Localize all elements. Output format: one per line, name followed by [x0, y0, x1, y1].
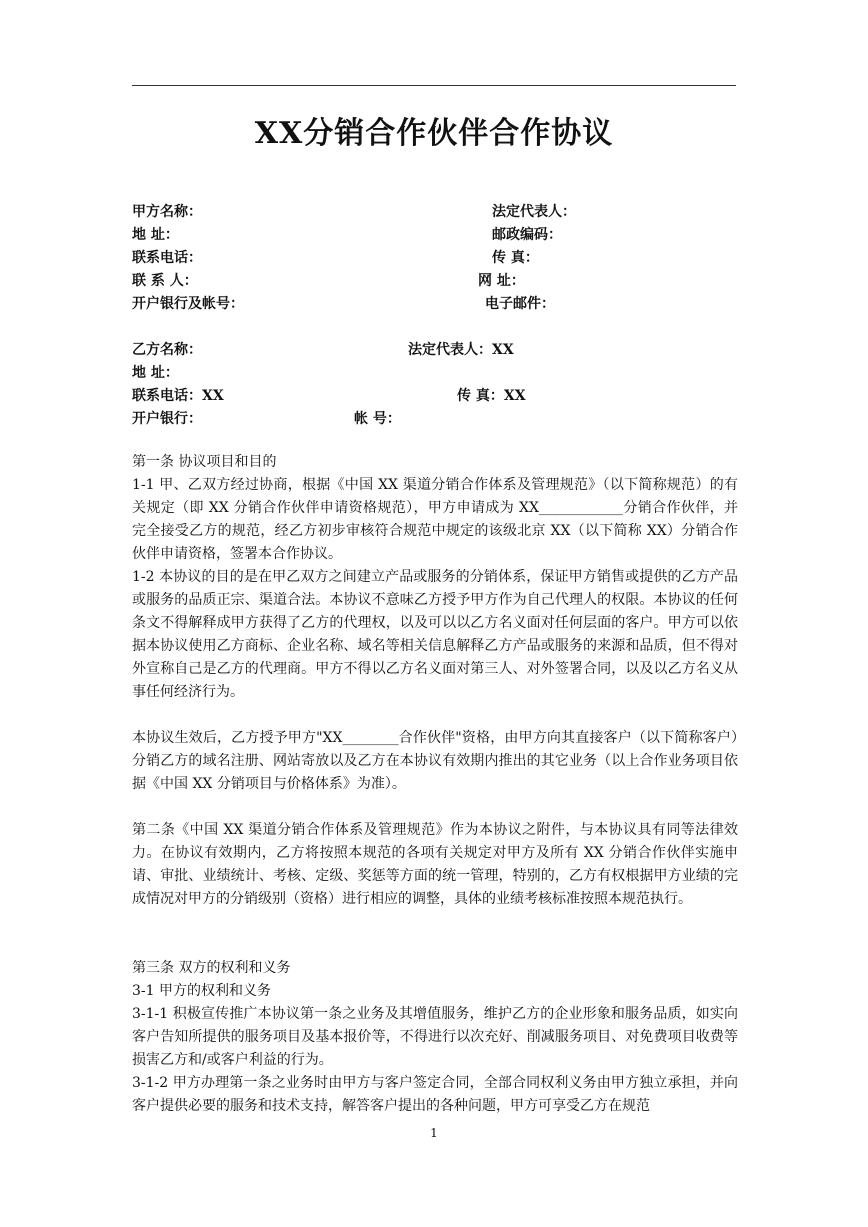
header-rule: [132, 85, 736, 86]
party-a-name-label: 甲方名称：: [132, 204, 202, 220]
party-a-website-label: 网 址：: [478, 273, 525, 289]
article-3-heading: 第三条 双方的权利和义务: [132, 960, 291, 976]
party-b-phone: 联系电话：XX: [132, 388, 224, 404]
clause-1-1: 1-1 甲、乙双方经过协商，根据《中国 XX 渠道分销合作体系及管理规范》（以下简称规范）的有关规定（即 XX 分销合作伙伴申请资格规范），甲方申请成为 XX____________分销合作伙伴，并完全接受乙方的规范，经乙方初步审核符合规范中规定的该级北京 XX（以下简称 XX）分销合作伙伴申请资格，签署本合作协议。: [132, 477, 738, 562]
party-a-address-label: 地 址：: [132, 227, 179, 243]
party-b-account-label: 帐 号：: [354, 411, 401, 427]
party-a-bank-label: 开户银行及帐号：: [132, 296, 244, 312]
party-a-fax-label: 传 真：: [492, 250, 539, 266]
clause-3-1-2: 3-1-2 甲方办理第一条之业务时由甲方与客户签定合同，全部合同权利义务由甲方独立承担，并向客户提供必要的服务和技术支持，解答客户提出的各种问题，甲方可享受乙方在规范: [132, 1075, 738, 1114]
article-1-heading: 第一条 协议项目和目的: [132, 454, 277, 470]
party-a-contact-label: 联 系 人：: [132, 273, 198, 289]
clause-3-1-1: 3-1-1 积极宣传推广本协议第一条之业务及其增值服务，维护乙方的企业形象和服务品质，如实向客户告知所提供的服务项目及基本报价等，不得进行以次充好、削减服务项目、对免费项目收费等损害乙方和/或客户利益的行为。: [132, 1006, 738, 1068]
effect-paragraph: 本协议生效后，乙方授予甲方"XX________合作伙伴"资格，由甲方向其直接客户（以下简称客户）分销乙方的域名注册、网站寄放以及乙方在本协议有效期内推出的其它业务（以上合作业务项目依据《中国 XX 分销项目与价格体系》为准）。: [132, 730, 738, 792]
page-number: 1: [430, 1126, 438, 1140]
party-b-address-label: 地 址：: [132, 365, 179, 381]
party-b-name-label: 乙方名称：: [132, 342, 202, 358]
party-b-bank-label: 开户银行：: [132, 411, 202, 427]
article-3-1-heading: 3-1 甲方的权利和义务: [132, 983, 271, 999]
party-a-email-label: 电子邮件：: [485, 296, 555, 312]
document-title: XX分销合作伙伴合作协议: [254, 116, 614, 151]
clause-1-2: 1-2 本协议的目的是在甲乙双方之间建立产品或服务的分销体系，保证甲方销售或提供的乙方产品或服务的品质正宗、渠道合法。本协议不意味乙方授予甲方作为自己代理人的权限。本协议的任何条文不得解释成甲方获得了乙方的代理权，以及可以以乙方名义面对任何层面的客户。甲方可以依据本协议使用乙方商标、企业名称、域名等相关信息解释乙方产品或服务的来源和品质，但不得对外宣称自己是乙方的代理商。甲方不得以乙方名义面对第三人、对外签署合同，以及以乙方名义从事任何经济行为。: [132, 569, 738, 700]
party-b-legal-rep: 法定代表人：XX: [408, 342, 514, 358]
article-2-paragraph: 第二条《中国 XX 渠道分销合作体系及管理规范》作为本协议之附件，与本协议具有同等法律效力。在协议有效期内，乙方将按照本规范的各项有关规定对甲方及所有 XX 分销合作伙伴实施申请、审批、业绩统计、考核、定级、奖惩等方面的统一管理，特别的，乙方有权根据甲方业绩的完成情况对甲方的分销级别（资格）进行相应的调整，具体的业绩考核标准按照本规范执行。: [132, 822, 738, 907]
party-a-legal-rep-label: 法定代表人：: [492, 204, 576, 220]
party-a-postcode-label: 邮政编码：: [492, 227, 562, 243]
party-a-phone-label: 联系电话：: [132, 250, 202, 266]
party-b-fax: 传 真：XX: [457, 388, 526, 404]
